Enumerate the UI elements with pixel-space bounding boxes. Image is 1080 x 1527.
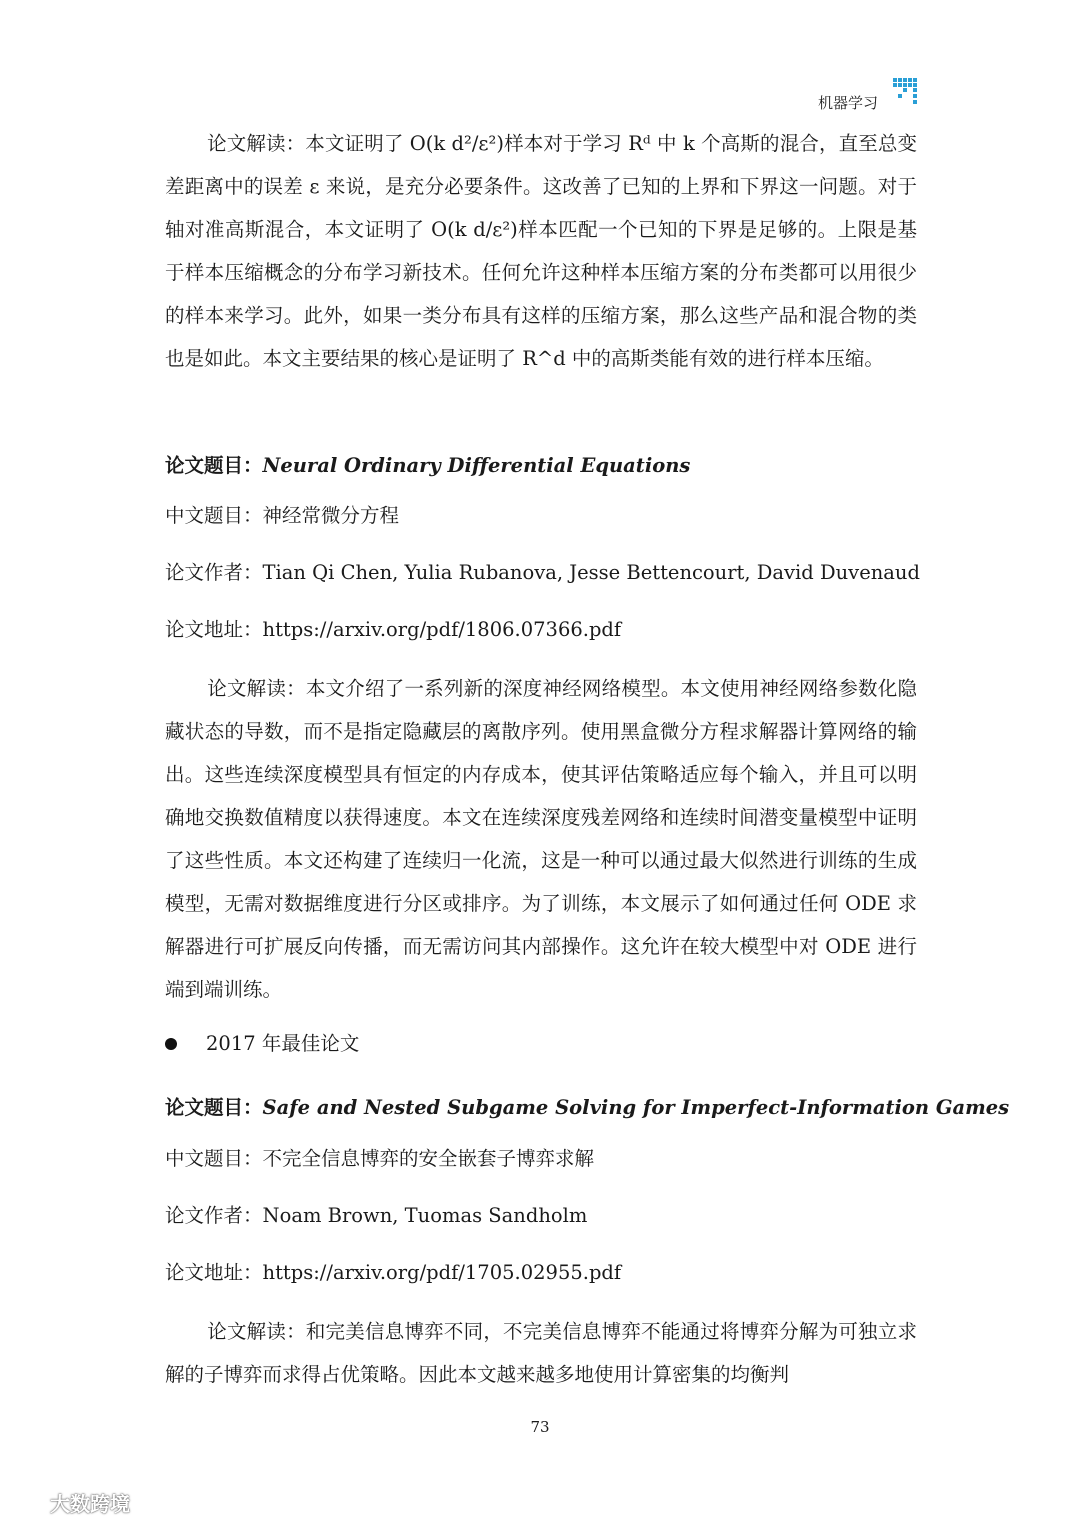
paper-url-row: 论文地址：https://arxiv.org/pdf/1806.07366.pdf [165, 618, 622, 641]
watermark-logo-icon [6, 1492, 44, 1514]
page-number: 73 [530, 1418, 550, 1436]
watermark: 大数跨境 [6, 1488, 130, 1517]
paper-url-row-2017: 论文地址：https://arxiv.org/pdf/1705.02955.pdf [165, 1261, 622, 1284]
paper-authors-row: 论文作者：Tian Qi Chen, Yulia Rubanova, Jesse Bettencourt, David Duvenaud [165, 561, 920, 584]
paper-summary-2017: 论文解读：和完美信息博弈不同，不完美信息博弈不能通过将博弈分解为可独立求解的子博弈而求得占优策略。因此本文越来越多地使用计算密集的均衡判 [165, 1320, 917, 1386]
paper-title-row-2017: 论文题目：Safe and Nested Subgame Solving for Imperfect-Information Games [165, 1096, 1010, 1119]
journal-logo-icon [893, 78, 917, 106]
paper-cn-title-row: 中文题目：神经常微分方程 [165, 504, 400, 527]
paper-title-en: Neural Ordinary Differential Equations [262, 454, 691, 477]
section-heading-2017: 2017 年最佳论文 [206, 1032, 360, 1055]
header-section-title: 机器学习 [818, 94, 879, 112]
paper-cn-title-row-2017: 中文题目：不完全信息博弈的安全嵌套子博弈求解 [165, 1147, 595, 1170]
paper-url-link-2017[interactable]: https://arxiv.org/pdf/1705.02955.pdf [262, 1261, 622, 1284]
paper-summary-2018-prev: 论文解读：本文证明了 O(k d²/ε²)样本对于学习 Rᵈ 中 k 个高斯的混合，直至总变差距离中的误差 ε 来说，是充分必要条件。这改善了已知的上界和下界这一问题。对于轴对准高斯混合，本文证明了 O(k d/ε²)样本匹配一个已知的下界是足够的。上限是基于样本压缩概念的分布学习新技术。任何允许这种样本压缩方案的分布类都可以用很少的样本来学习。此外，如果一类分布具有这样的压缩方案，那么这些产品和混合物的类也是如此。本文主要结果的核心是证明了 R^d 中的高斯类能有效的进行样本压缩。 [165, 132, 917, 370]
paper-title-en-2017: Safe and Nested Subgame Solving for Imperfect-Information Games [262, 1096, 1010, 1119]
paper-summary-2018: 论文解读：本文介绍了一系列新的深度神经网络模型。本文使用神经网络参数化隐藏状态的导数，而不是指定隐藏层的离散序列。使用黑盒微分方程求解器计算网络的输出。这些连续深度模型具有恒定的内存成本，使其评估策略适应每个输入，并且可以明确地交换数值精度以获得速度。本文在连续深度残差网络和连续时间潜变量模型中证明了这些性质。本文还构建了连续归一化流，这是一种可以通过最大似然进行训练的生成模型，无需对数据维度进行分区或排序。为了训练，本文展示了如何通过任何 ODE 求解器进行可扩展反向传播，而无需访问其内部操作。这允许在较大模型中对 ODE 进行端到端训练。 [165, 677, 917, 1001]
paper-title-row: 论文题目：Neural Ordinary Differential Equations [165, 454, 691, 477]
paper-url-link[interactable]: https://arxiv.org/pdf/1806.07366.pdf [262, 618, 622, 641]
bullet-dot-icon [165, 1038, 177, 1050]
paper-authors-row-2017: 论文作者：Noam Brown, Tuomas Sandholm [165, 1204, 588, 1227]
